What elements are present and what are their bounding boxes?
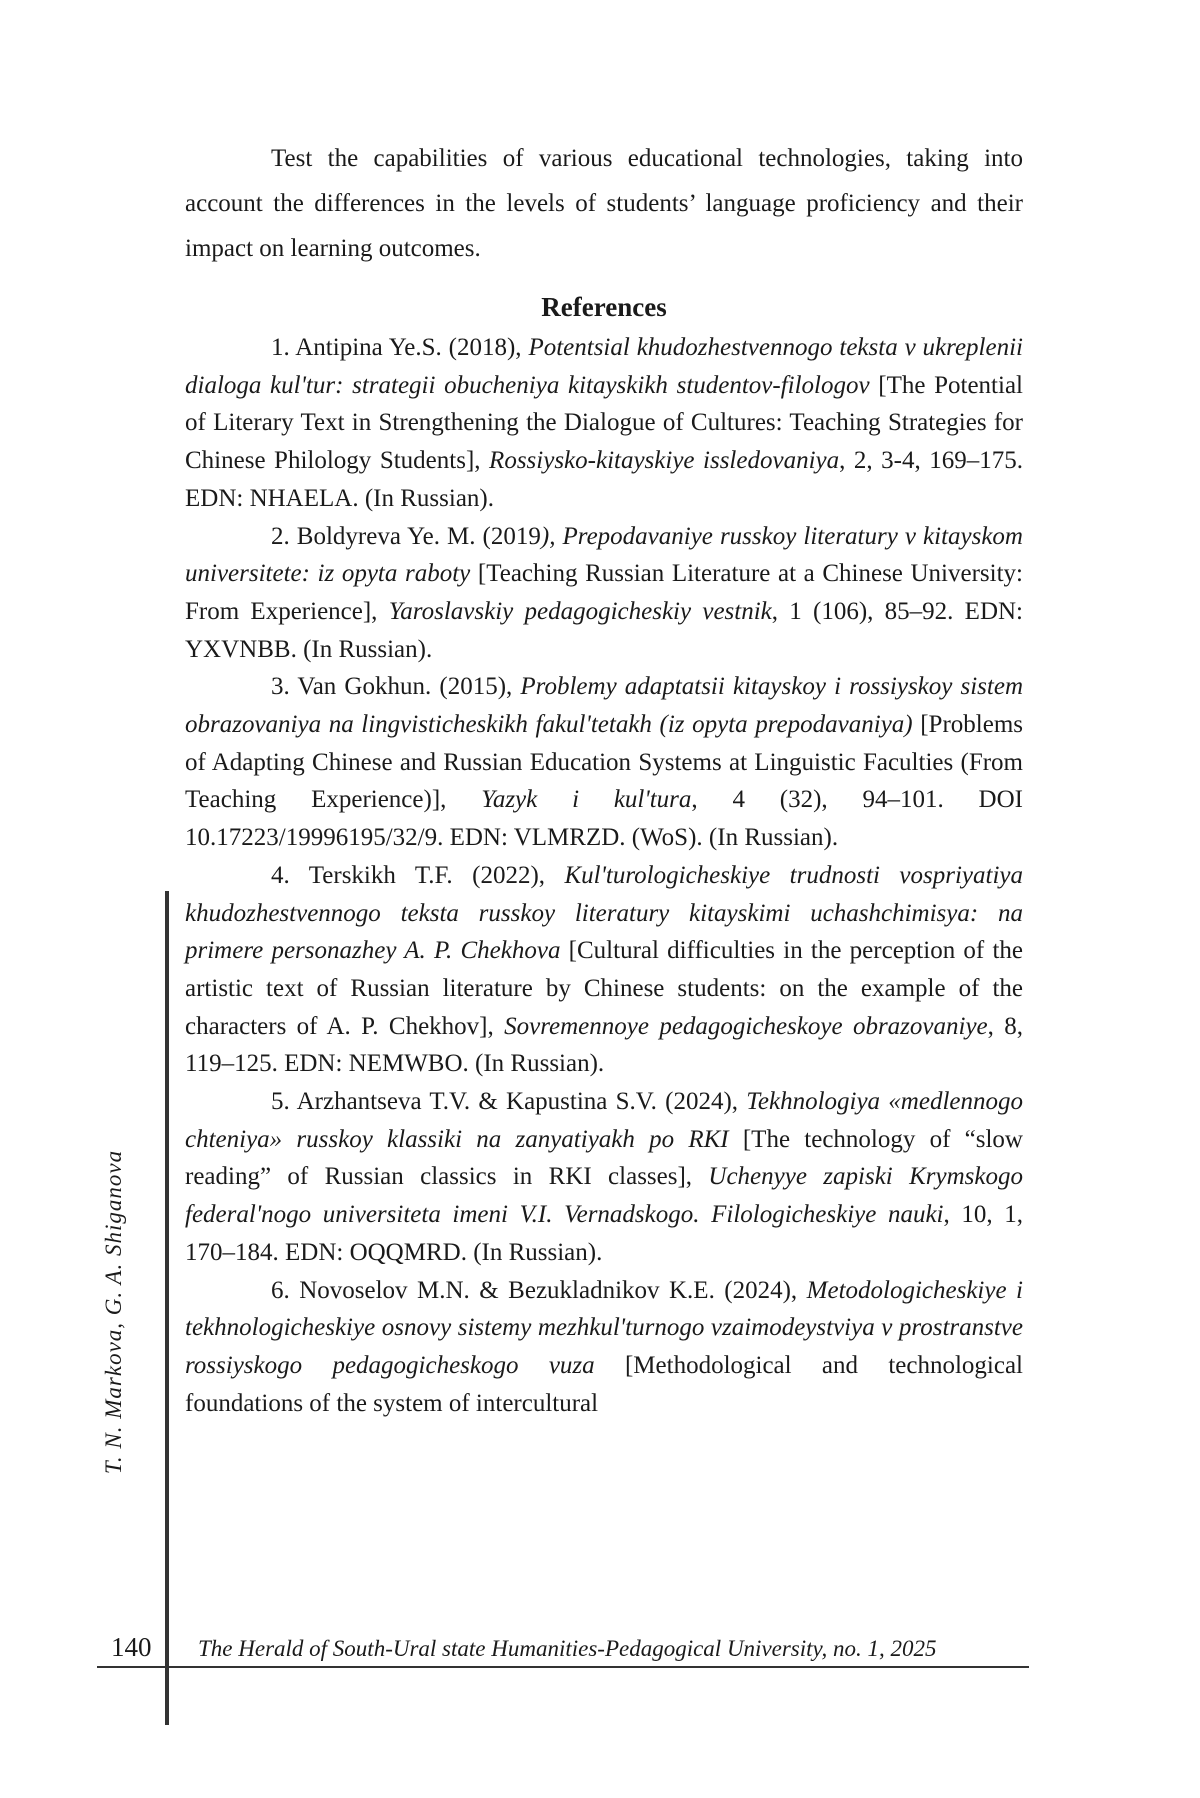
reference-item (185, 1083, 1023, 1272)
ref-translation: [Problems of Adapting Chinese and Russian Education Systems at Linguistic Faculties (From Teaching Experience)], (185, 711, 1023, 813)
ref-details: , 1 (106), 85–92. EDN: YXVNBB. (In Russian). (185, 598, 1023, 663)
reference-item (185, 857, 1023, 1083)
page-number: 140 (111, 1632, 152, 1663)
ref-details: , 8, 119–125. EDN: NEMWBO. (In Russian). (185, 1013, 1023, 1078)
ref-title: Tekhnologiya «medlennogo chteniya» russkoy klassiki na zanyatiyakh po RKI (185, 1088, 1023, 1153)
ref-author: 5. Arzhantseva T.V. & Kapustina S.V. (2024), (271, 1088, 746, 1115)
reference-item (185, 668, 1023, 857)
ref-title: Problemy adaptatsii kitayskoy i rossiyskoy sistem obrazovaniya na lingvisticheskikh fakul'tetakh (iz opyta prepodavaniya) (185, 673, 1023, 738)
ref-journal: Sovremennoye pedagogicheskoye obrazovaniye (504, 1013, 988, 1040)
ref-author: 1. Antipina Ye.S. (2018), (271, 334, 528, 361)
intro-paragraph: Test the capabilities of various educational technologies, taking into account the differences in the levels of students’ language proficiency and their impact on learning outcomes. (185, 136, 1023, 271)
ref-journal: Yazyk i kul'tura (481, 786, 691, 813)
ref-translation: [Cultural difficulties in the perception of the artistic text of Russian literature by Chinese students: on the example of the characters of A. P. Chekhov], (185, 937, 1023, 1039)
running-head-authors: T. N. Markova, G. A. Shiganova (101, 1150, 127, 1474)
ref-author: 4. Terskikh T.F. (2022), (271, 862, 564, 889)
reference-item (185, 329, 1023, 518)
ref-title: Potentsial khudozhestvennogo teksta v ukreplenii dialoga kul'tur: strategii obucheniya kitayskikh studentov-filologov (185, 334, 1023, 399)
ref-title: Kul'turologicheskiye trudnosti vospriyatiya khudozhestvennogo teksta russkoy literatury kitayskimi uchashchimisya: na primere personazhey A. P. Chekhova (185, 862, 1023, 964)
ref-translation: [The Potential of Literary Text in Strengthening the Dialogue of Cultures: Teaching Strategies for Chinese Philology Students], (185, 372, 1023, 474)
reference-item (185, 1272, 1023, 1423)
ref-details: , 4 (32), 94–101. DOI 10.17223/19996195/32/9. EDN: VLMRZD. (WoS). (In Russian). (185, 786, 1023, 851)
references-heading: References (185, 285, 1023, 329)
ref-author: 3. Van Gokhun. (2015), (271, 673, 520, 700)
ref-title: ), Prepodavaniye russkoy literatury v kitayskom universitete: iz opyta raboty (185, 523, 1023, 588)
ref-journal: Rossiysko-kitayskiye issledovaniya (489, 447, 839, 474)
margin-rule-vertical (165, 891, 169, 1725)
footer-rule (97, 1666, 1029, 1668)
ref-title: Metodologicheskiye i tekhnologicheskiye osnovy sistemy mezhkul'turnogo vzaimodeystviya v prostranstve rossiyskogo pedagogicheskogo vuza (185, 1277, 1023, 1379)
journal-footer: The Herald of South-Ural state Humanities-Pedagogical University, no. 1, 2025 (198, 1636, 936, 1662)
ref-translation: [Methodological and technological foundations of the system of intercultural (185, 1352, 1023, 1417)
page-body (185, 136, 1023, 1422)
reference-item (185, 518, 1023, 669)
references-list (185, 329, 1023, 1422)
ref-journal: Yaroslavskiy pedagogicheskiy vestnik (389, 598, 772, 625)
ref-translation: [The technology of “slow reading” of Russian classics in RKI classes], (185, 1126, 1023, 1191)
ref-details: , 2, 3-4, 169–175. EDN: NHAELA. (In Russian). (185, 447, 1023, 512)
ref-author: 6. Novoselov M.N. & Bezukladnikov K.E. (2024), (271, 1277, 807, 1304)
ref-author: 2. Boldyreva Ye. M. (2019 (271, 523, 541, 550)
ref-journal: Uchenyye zapiski Krymskogo federal'nogo universiteta imeni V.I. Vernadskogo. Filologicheskiye nauki (185, 1163, 1023, 1228)
ref-details: , 10, 1, 170–184. EDN: OQQMRD. (In Russian). (185, 1201, 1023, 1266)
ref-translation: [Teaching Russian Literature at a Chinese University: From Experience], (185, 560, 1023, 625)
